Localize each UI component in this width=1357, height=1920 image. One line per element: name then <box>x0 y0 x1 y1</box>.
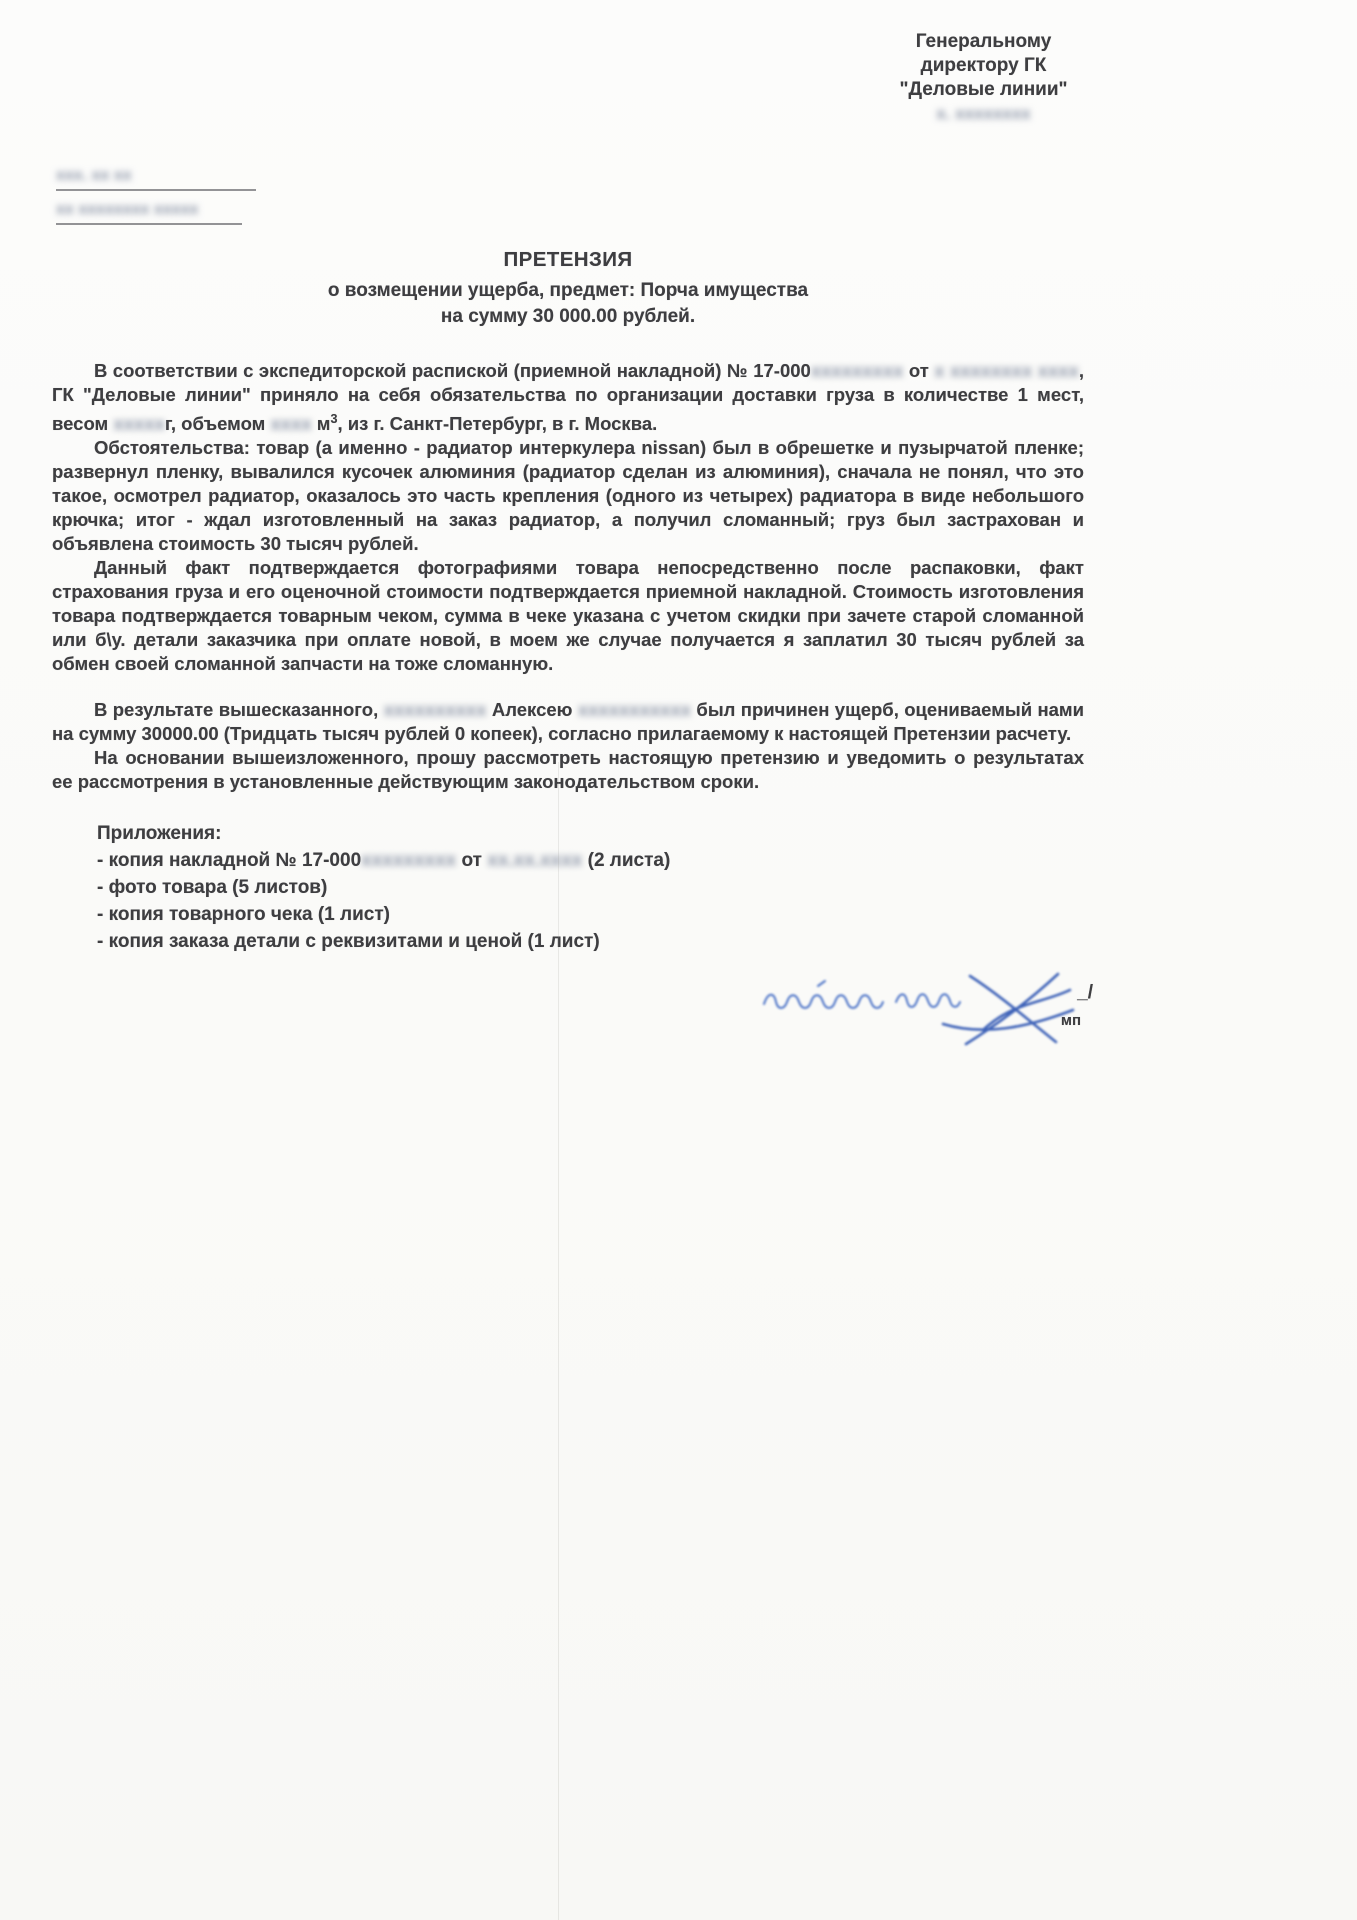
attachment-item <box>97 901 670 928</box>
paragraph-3 <box>52 556 1084 676</box>
recipient-line: директору ГК <box>920 55 1047 76</box>
outgoing-ref-line <box>56 166 256 191</box>
fold-line <box>558 762 559 1920</box>
redacted-text: xxxxxxxxxx <box>383 699 487 721</box>
outgoing-ref-block <box>56 166 256 225</box>
paragraph-5 <box>52 746 1084 794</box>
redacted-text: xx.xx.xxxx <box>487 850 583 871</box>
text-segment: Данный факт подтверждается фотографиями товара непосредственно после распаковки, факт страхования груза и его оценочной стоимости подтверждается приемной накладной. Стоимость изготовления товара подтверждается товарным чеком, сумма в чеке указана с учетом скидки при зачете старой сломанной или б\у. детали заказчика при оплате новой, в моем же случае получается я заплатил 30 тысяч рублей за обмен своей сломанной запчасти на тоже сломанную. <box>52 557 1084 675</box>
redacted-text: xxxx <box>270 413 312 435</box>
paragraph-1 <box>52 359 1084 436</box>
recipient-name-redacted: x. xxxxxxxx <box>936 104 1031 123</box>
text-segment: (2 листа) <box>582 850 671 871</box>
redacted-text: xxx. xx xx <box>56 167 132 184</box>
text-segment: от <box>903 360 935 381</box>
recipient-block <box>886 30 1081 126</box>
document-subtitle-line2: на сумму 30 000.00 рублей. <box>440 306 696 327</box>
document-subtitle-line1: о возмещении ущерба, предмет: Порча имущества <box>327 280 809 301</box>
text-segment: , ГК "Деловые линии" приняло на себя обязательства по организации доставки груза в количестве 1 мест, весом <box>52 360 1084 435</box>
text-segment: от <box>456 850 488 871</box>
stamp-placeholder-label: мп <box>1060 1012 1081 1029</box>
redacted-text: xxxxxxxxx <box>810 360 904 381</box>
signature-block <box>758 966 1093 1054</box>
text-segment: Алексею <box>486 699 578 721</box>
paragraph-4 <box>52 698 1084 746</box>
attachment-item <box>97 847 670 874</box>
attachment-item <box>97 928 670 955</box>
text-segment: г, объемом <box>164 413 271 435</box>
text-segment: , из г. Санкт-Петербург, в г. Москва. <box>337 413 658 435</box>
redacted-text: x xxxxxxxx xxxx <box>934 360 1079 381</box>
text-segment: На основании вышеизложенного, прошу рассмотреть настоящую претензию и уведомить о результатах ее рассмотрения в установленные действующим законодательством сроки. <box>52 747 1084 793</box>
redacted-text: xx xxxxxxxx xxxxx <box>56 201 199 218</box>
text-segment: - фото товара (5 листов) <box>97 877 328 898</box>
text-segment: - копия заказа детали с реквизитами и ценой (1 лист) <box>97 931 600 952</box>
text-segment: Обстоятельства: товар (а именно - радиатор интеркулера nissan) был в обрешетке и пузырчатой пленке; развернул пленку, вывалился кусочек алюминия (радиатор сделан из алюминия), сначала не понял, что это такое, осмотрел радиатор, оказалось это часть крепления (одного из четырех) радиатора в виде небольшого крючка; итог - ждал изготовленный на заказ радиатор, а получил сломанный; груз был застрахован и объявлена стоимость 30 тысяч рублей. <box>52 437 1084 555</box>
title-block <box>52 248 1084 330</box>
attachments-block <box>97 820 670 955</box>
recipient-line: Генеральному <box>915 31 1052 52</box>
signature-slash: _/ <box>1077 982 1093 1003</box>
document-title: ПРЕТЕНЗИЯ <box>503 248 633 271</box>
attachment-item <box>97 874 670 901</box>
text-segment: В результате вышесказанного, <box>94 699 384 721</box>
paragraph-2 <box>52 436 1084 556</box>
redacted-text: xxxxx <box>113 413 165 435</box>
text-segment: был причинен ущерб, оцениваемый нами на сумму 30000.00 (Тридцать тысяч рублей 0 копеек), согласно прилагаемому к настоящей Претензии расчету. <box>52 699 1084 745</box>
redacted-text: xxxxxxxxx <box>361 850 457 871</box>
outgoing-date-line <box>56 200 242 225</box>
text-segment: - копия товарного чека (1 лист) <box>97 904 390 925</box>
superscript: 3 <box>330 412 338 426</box>
signature-handwriting <box>758 966 1093 1054</box>
document-body <box>52 359 1084 794</box>
recipient-line: "Деловые линии" <box>899 79 1068 100</box>
attachments-heading: Приложения: <box>97 823 222 844</box>
text-segment: м <box>311 413 331 435</box>
text-segment: В соответствии с экспедиторской распиской (приемной накладной) № 17-000 <box>94 360 811 381</box>
text-segment: - копия накладной № 17-000 <box>97 850 362 871</box>
redacted-text: xxxxxxxxxxx <box>577 699 692 721</box>
